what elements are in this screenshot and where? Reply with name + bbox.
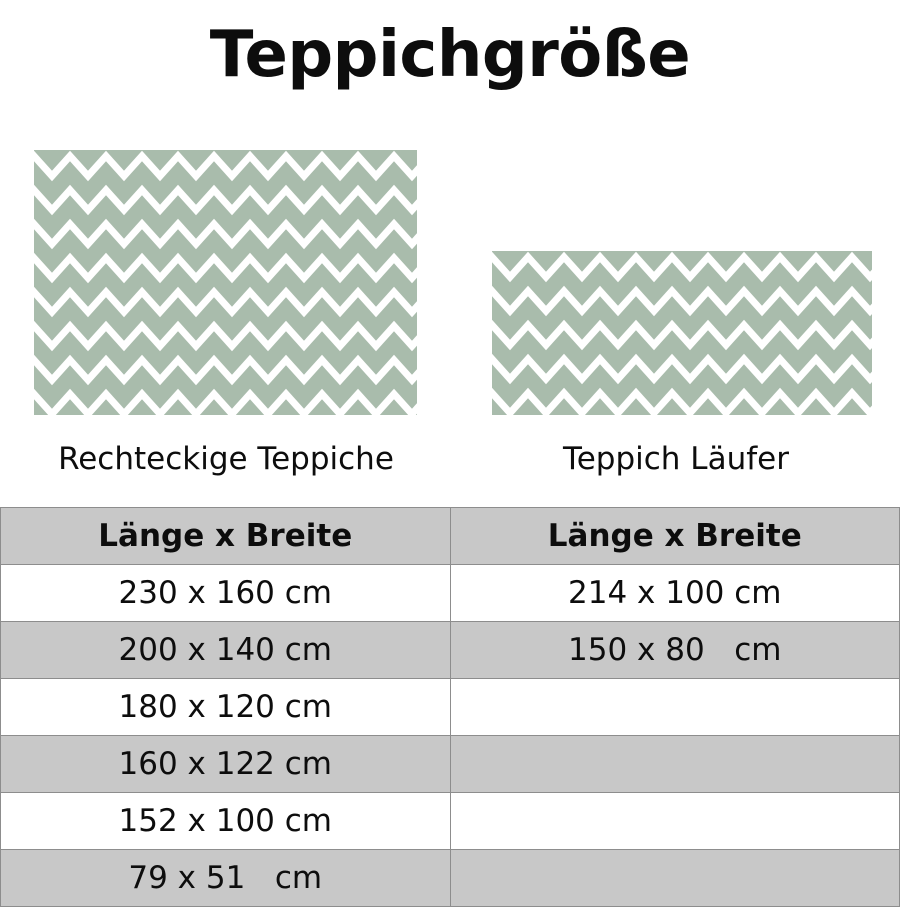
table-cell-runner-empty (450, 850, 900, 907)
table-row (1, 565, 900, 622)
table-header-runner: Länge x Breite (450, 508, 900, 565)
table-cell-runner-size: 214 x 100 cm (450, 565, 900, 622)
table-cell-runner-empty (450, 736, 900, 793)
rectangular-rug-caption: Rechteckige Teppiche (58, 441, 394, 477)
chevron-pattern-icon (34, 150, 417, 415)
table-cell-rect-size: 160 x 122 cm (1, 736, 451, 793)
table-row (1, 793, 900, 850)
table-cell-rect-size: 152 x 100 cm (1, 793, 451, 850)
table-row (1, 736, 900, 793)
table-cell-runner-empty (450, 679, 900, 736)
chevron-pattern-icon (492, 251, 872, 415)
table-cell-rect-size: 79 x 51 cm (1, 850, 451, 907)
table-cell-rect-size: 230 x 160 cm (1, 565, 451, 622)
table-cell-rect-size: 200 x 140 cm (1, 622, 451, 679)
runner-rug-caption: Teppich Läufer (563, 441, 789, 477)
table-header-row (1, 508, 900, 565)
table-header-rectangular: Länge x Breite (1, 508, 451, 565)
rectangular-rug-swatch (34, 150, 417, 415)
page-title: Teppichgröße (209, 18, 691, 92)
size-table (0, 507, 900, 907)
table-row (1, 679, 900, 736)
table-cell-runner-size: 150 x 80 cm (450, 622, 900, 679)
table-row (1, 622, 900, 679)
table-cell-runner-empty (450, 793, 900, 850)
table-row (1, 850, 900, 907)
table-cell-rect-size: 180 x 120 cm (1, 679, 451, 736)
runner-rug-swatch (492, 251, 872, 415)
